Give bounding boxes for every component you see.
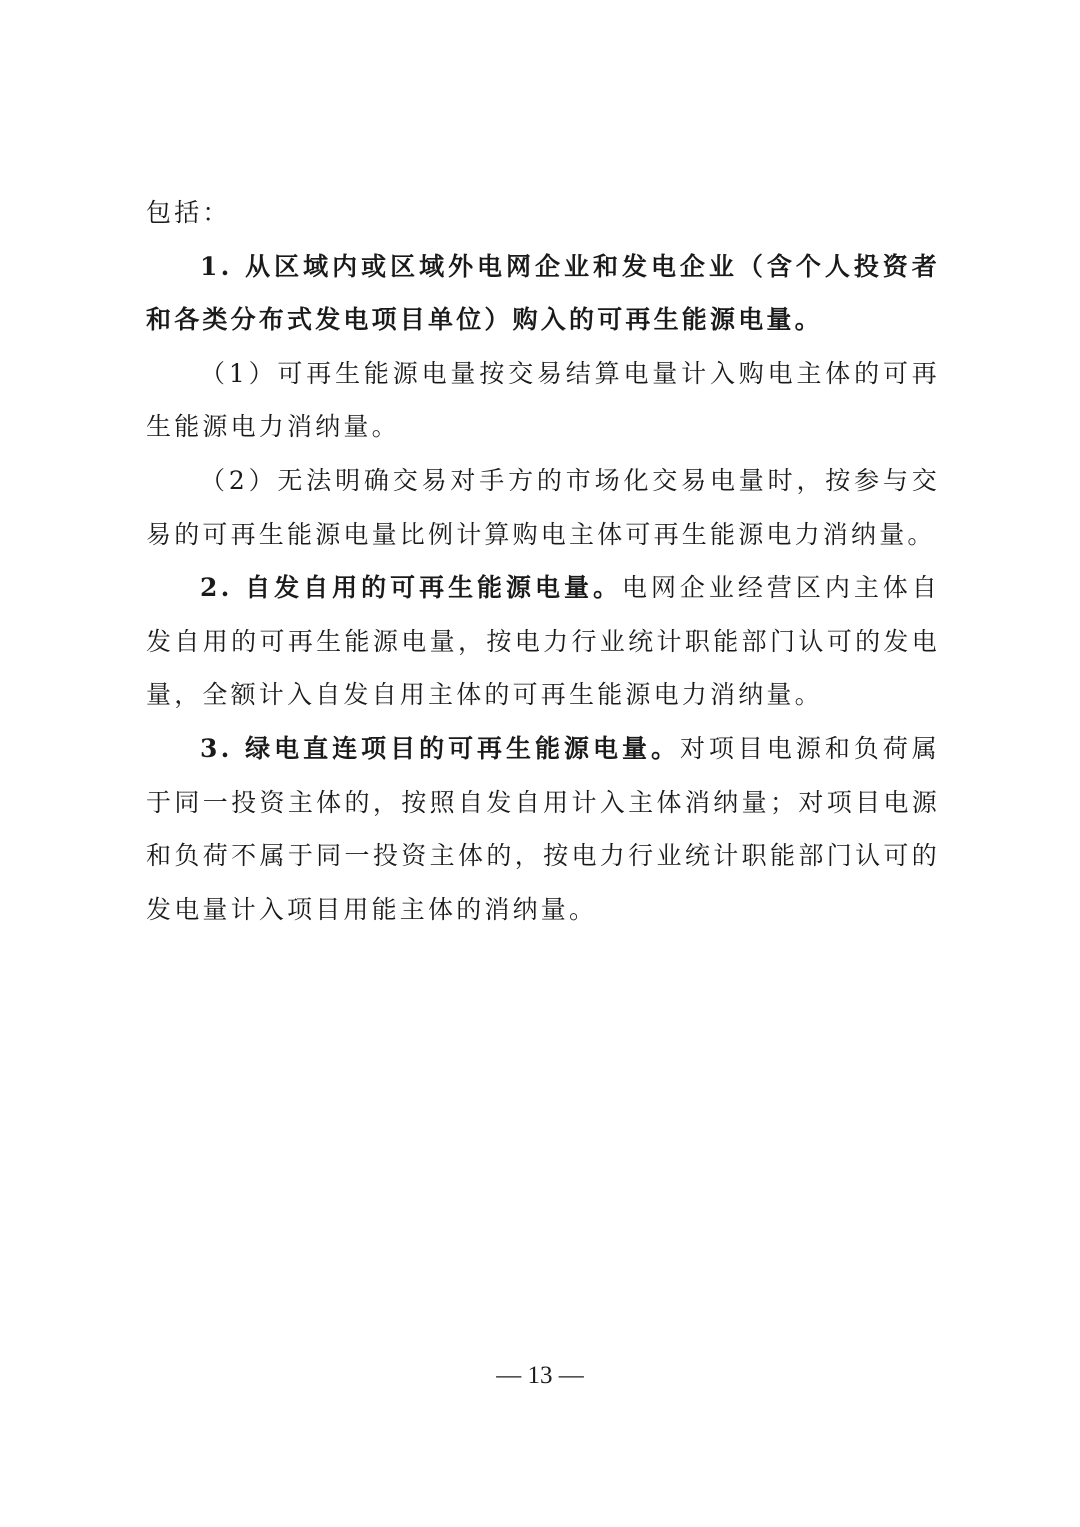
item-2-paragraph <box>146 561 940 722</box>
item-1-paragraph <box>146 240 940 347</box>
item-1-2-text: （2）无法明确交易对手方的市场化交易电量时，按参与交易的可再生能源电量比例计算购电主体可再生能源电力消纳量。 <box>146 465 940 549</box>
item-1-2-paragraph <box>146 454 940 561</box>
item-2-text: 电网企业经营区内主体自发自用的可再生能源电量，按电力行业统计职能部门认可的发电量，全额计入自发自用主体的可再生能源电力消纳量。 <box>146 573 940 710</box>
item-3-paragraph <box>146 722 940 936</box>
item-3-text: 对项目电源和负荷属于同一投资主体的，按照自发自用计入主体消纳量；对项目电源和负荷不属于同一投资主体的，按电力行业统计职能部门认可的发电量计入项目用能主体的消纳量。 <box>146 733 940 924</box>
document-body <box>146 186 940 936</box>
item-1-1-text: （1）可再生能源电量按交易结算电量计入购电主体的可再生能源电力消纳量。 <box>146 358 940 442</box>
intro-paragraph <box>146 186 940 240</box>
item-3-heading: 3. 绿电直连项目的可再生能源电量。 <box>200 733 680 763</box>
intro-text: 包括： <box>146 198 231 227</box>
page-number: — 13 — <box>496 1362 584 1389</box>
item-1-1-paragraph <box>146 347 940 454</box>
item-2-heading: 2. 自发自用的可再生能源电量。 <box>200 573 622 603</box>
item-1-heading: 1. 从区域内或区域外电网企业和发电企业（含个人投资者和各类分布式发电项目单位）购入的可再生能源电量。 <box>146 251 940 335</box>
